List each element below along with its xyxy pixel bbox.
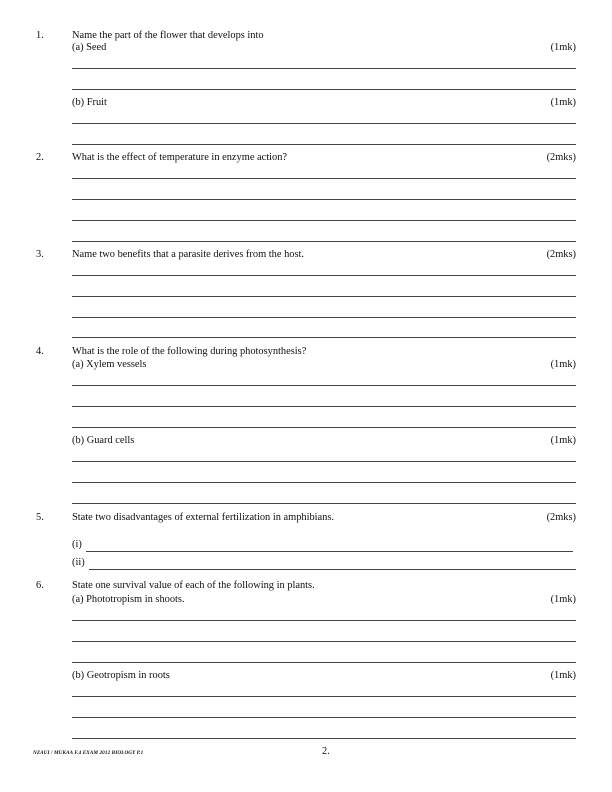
question-1b-label: (b) Fruit	[72, 97, 107, 108]
answer-line[interactable]	[72, 144, 576, 145]
answer-line[interactable]	[72, 738, 576, 739]
question-4a-label: (a) Xylem vessels	[72, 359, 147, 370]
answer-line[interactable]	[72, 123, 576, 124]
question-6-number: 6.	[36, 580, 44, 591]
question-1-number: 1.	[36, 30, 44, 41]
answer-line[interactable]	[72, 317, 576, 318]
answer-line[interactable]	[72, 296, 576, 297]
answer-label-i: (i)	[72, 539, 82, 550]
answer-line[interactable]	[72, 68, 576, 69]
footer-exam-label: NZAUI / MUKAA F.4 EXAM 2012 BIOLOGY P.1	[33, 750, 144, 756]
answer-label-ii: (ii)	[72, 557, 85, 568]
question-6a-marks: (1mk)	[550, 594, 576, 605]
question-1a-marks: (1mk)	[550, 42, 576, 53]
question-6b-marks: (1mk)	[550, 670, 576, 681]
answer-line[interactable]	[72, 620, 576, 621]
answer-line[interactable]	[72, 275, 576, 276]
question-4-stem: What is the role of the following during photosynthesis?	[72, 346, 307, 357]
question-3-stem: Name two benefits that a parasite derives from the host.	[72, 249, 304, 260]
question-1-stem: Name the part of the flower that develops into	[72, 30, 264, 41]
answer-line[interactable]	[72, 385, 576, 386]
question-2-marks: (2mks)	[546, 152, 576, 163]
answer-line[interactable]	[72, 178, 576, 179]
question-1a-label: (a) Seed	[72, 42, 107, 53]
answer-line[interactable]	[72, 461, 576, 462]
answer-line[interactable]	[72, 337, 576, 338]
question-6b-label: (b) Geotropism in roots	[72, 670, 170, 681]
answer-line[interactable]	[72, 406, 576, 407]
question-4b-label: (b) Guard cells	[72, 435, 135, 446]
answer-line[interactable]	[72, 482, 576, 483]
question-5-number: 5.	[36, 512, 44, 523]
question-4a-marks: (1mk)	[550, 359, 576, 370]
answer-line[interactable]	[72, 220, 576, 221]
answer-line-ii[interactable]	[89, 569, 576, 570]
answer-line[interactable]	[72, 696, 576, 697]
question-5-stem: State two disadvantages of external fertilization in amphibians.	[72, 512, 334, 523]
question-5-marks: (2mks)	[546, 512, 576, 523]
question-3-number: 3.	[36, 249, 44, 260]
answer-line[interactable]	[72, 241, 576, 242]
question-6a-label: (a) Phototropism in shoots.	[72, 594, 185, 605]
answer-line[interactable]	[72, 641, 576, 642]
question-4-number: 4.	[36, 346, 44, 357]
question-2-number: 2.	[36, 152, 44, 163]
question-6-stem: State one survival value of each of the following in plants.	[72, 580, 315, 591]
question-4b-marks: (1mk)	[550, 435, 576, 446]
answer-line[interactable]	[72, 199, 576, 200]
page-number: 2.	[322, 746, 330, 757]
answer-line[interactable]	[72, 427, 576, 428]
answer-line-i[interactable]	[86, 551, 573, 552]
answer-line[interactable]	[72, 717, 576, 718]
answer-line[interactable]	[72, 89, 576, 90]
question-3-marks: (2mks)	[546, 249, 576, 260]
answer-line[interactable]	[72, 503, 576, 504]
answer-line[interactable]	[72, 662, 576, 663]
question-1b-marks: (1mk)	[550, 97, 576, 108]
question-2-stem: What is the effect of temperature in enzyme action?	[72, 152, 288, 163]
